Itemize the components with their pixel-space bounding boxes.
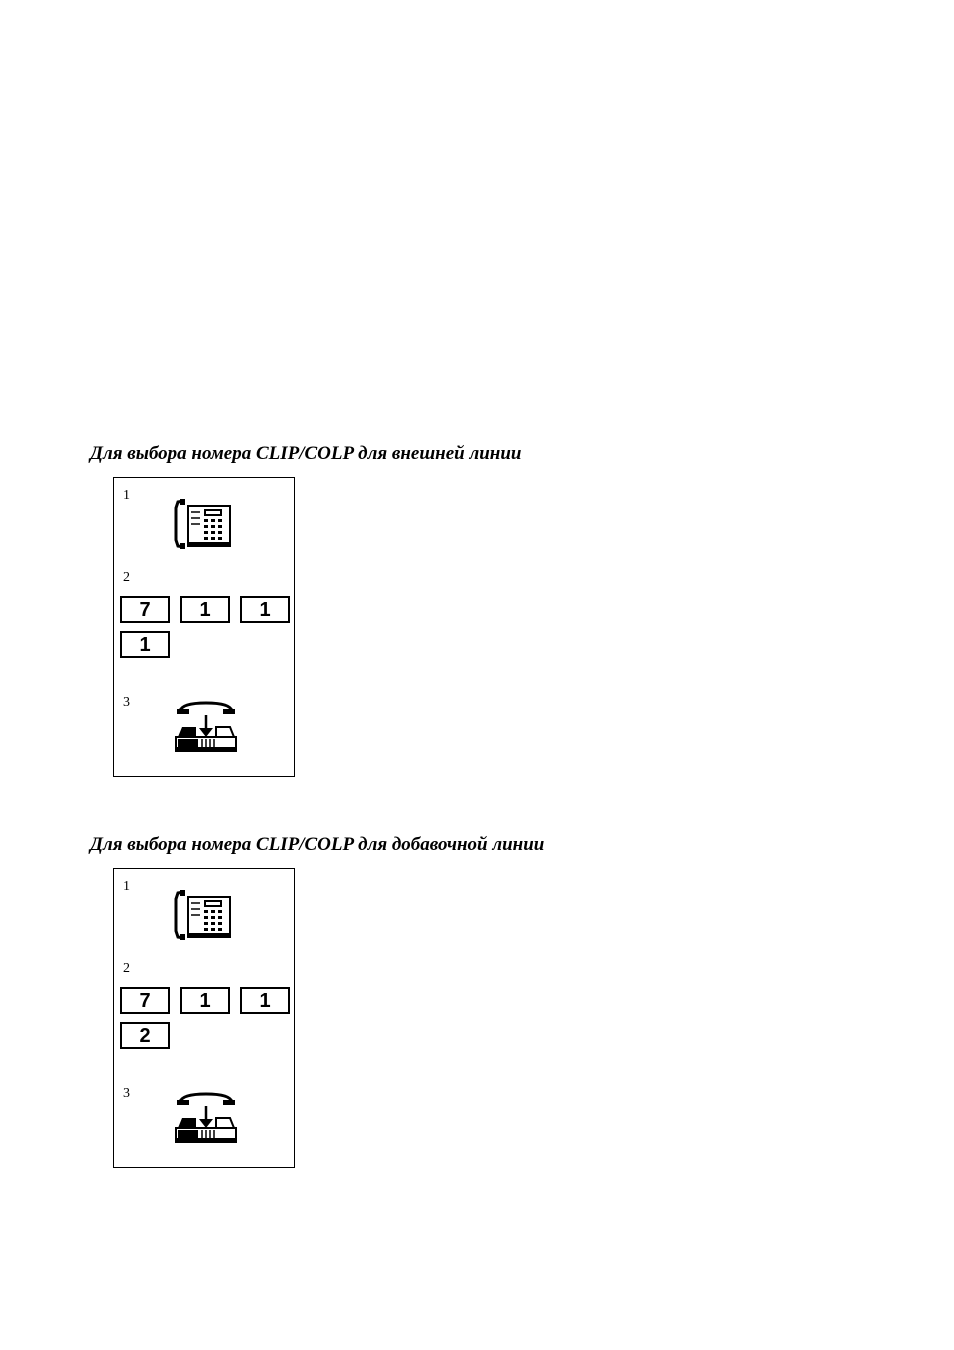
- phone-off-hook-icon: [174, 889, 234, 941]
- dial-key: 2: [120, 1022, 170, 1049]
- step-2-number: 2: [123, 570, 130, 585]
- phone-off-hook-icon: [174, 498, 234, 550]
- steps-panel-extension: [113, 868, 295, 1168]
- dial-key: 1: [180, 596, 230, 623]
- dial-key: 1: [240, 987, 290, 1014]
- step-3-number: 3: [123, 695, 130, 710]
- dial-key: 1: [240, 596, 290, 623]
- dial-key: 1: [180, 987, 230, 1014]
- step-3-number: 3: [123, 1086, 130, 1101]
- step-1-number: 1: [123, 879, 130, 894]
- steps-panel-external: [113, 477, 295, 777]
- dial-key: 7: [120, 987, 170, 1014]
- phone-hang-up-icon: [174, 1092, 238, 1144]
- dial-key: 1: [120, 631, 170, 658]
- phone-hang-up-icon: [174, 701, 238, 753]
- section-heading-extension: Для выбора номера CLIP/COLP для добавочной линии: [90, 834, 545, 855]
- step-2-number: 2: [123, 961, 130, 976]
- section-heading-external: Для выбора номера CLIP/COLP для внешней линии: [90, 443, 522, 464]
- dial-key: 7: [120, 596, 170, 623]
- step-1-number: 1: [123, 488, 130, 503]
